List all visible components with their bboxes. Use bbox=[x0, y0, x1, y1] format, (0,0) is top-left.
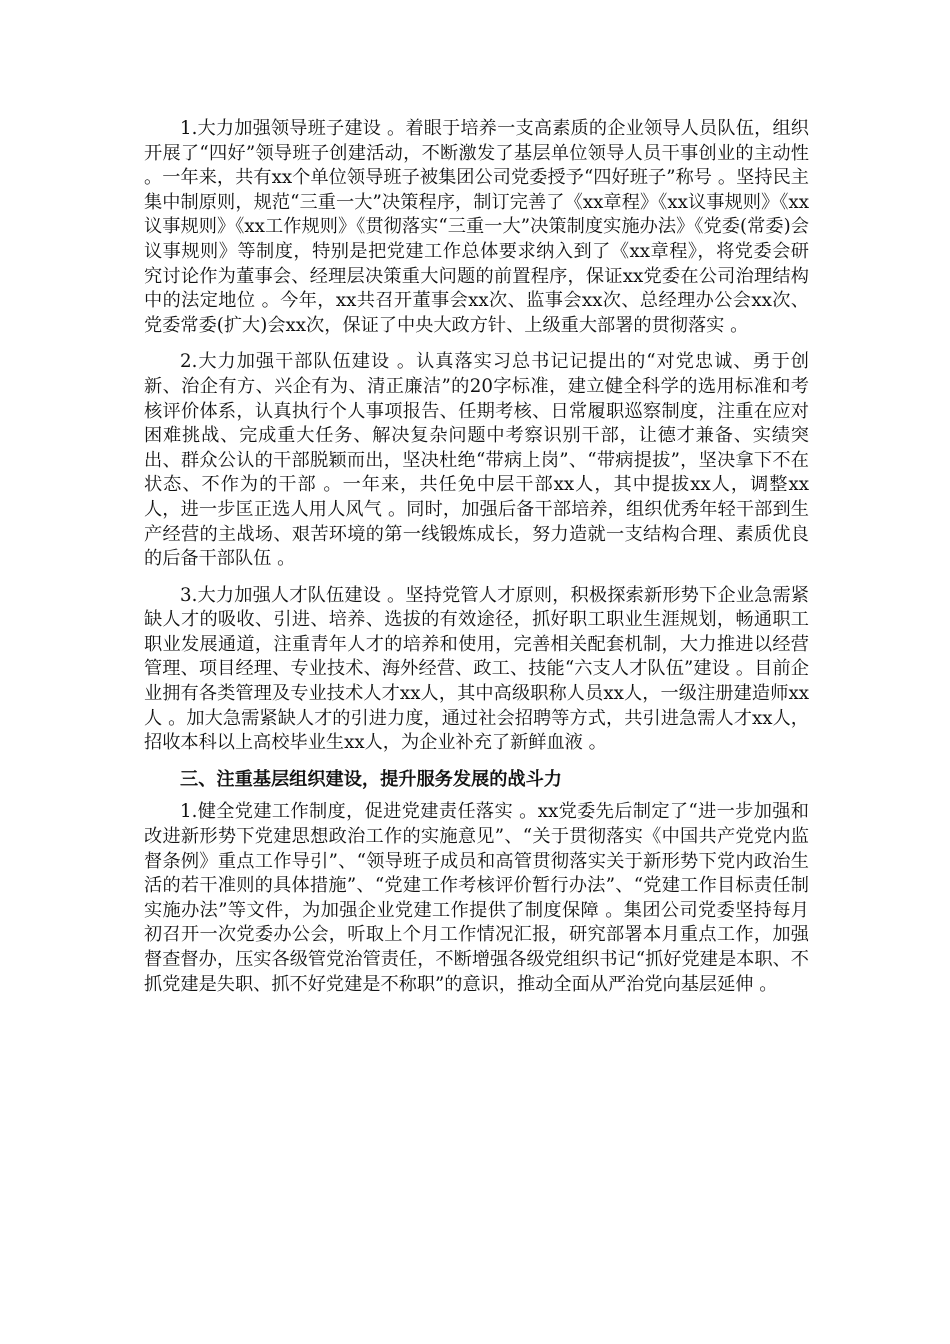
document-body bbox=[144, 117, 809, 1009]
paragraph-cadre-team: 2.大力加强干部队伍建设 。认真落实习总书记记提出的“对党忠诚、勇于创新、治企有方、兴企有为、清正廉洁”的20字标准，建立健全科学的选用标准和考核评价体系，认真执行个人事项报告、任期考核、日常履职巡察制度，注重在应对困难挑战、完成重大任务、解决复杂问题中考察识别干部，让德才兼备、实绩突出、群众公认的干部脱颖而出，坚决杜绝“带病上岗”、“带病提拔”，坚决拿下不在状态、不作为的干部 。一年来，共任免中层干部xx人，其中提拔xx人，调整xx人，进一步匡正选人用人风气 。同时，加强后备干部培养，组织优秀年轻干部到生产经营的主战场、艰苦环境的第一线锻炼成长，努力造就一支结构合理、素质优良的后备干部队伍 。 bbox=[144, 351, 809, 570]
paragraph-leadership-team: 1.大力加强领导班子建设 。着眼于培养一支高素质的企业领导人员队伍，组织开展了“四好”领导班子创建活动，不断激发了基层单位领导人员干事创业的主动性 。一年来，共有xx个单位领导班子被集团公司党委授予“四好班子”称号 。坚持民主集中制原则，规范“三重一大”决策程序，制订完善了《xx章程》《xx议事规则》《xx议事规则》《xx工作规则》《贯彻落实“三重一大”决策制度实施办法》《党委(常委)会议事规则》等制度，特别是把党建工作总体要求纳入到了《xx章程》，将党委会研究讨论作为董事会、经理层决策重大问题的前置程序，保证xx党委在公司治理结构中的法定地位 。今年，xx共召开董事会xx次、监事会xx次、总经理办公会xx次、党委常委(扩大)会xx次，保证了中央大政方针、上级重大部署的贯彻落实 。 bbox=[144, 118, 809, 336]
section-heading-grassroots: 三、注重基层组织建设，提升服务发展的战斗力 bbox=[180, 768, 562, 790]
paragraph-talent-team: 3.大力加强人才队伍建设 。坚持党管人才原则，积极探索新形势下企业急需紧缺人才的吸收、引进、培养、选拔的有效途径，抓好职工职业生涯规划，畅通职工职业发展通道，注重青年人才的培养和使用，完善相关配套机制，大力推进以经营管理、项目经理、专业技术、海外经营、政工、技能“六支人才队伍”建设 。目前企业拥有各类管理及专业技术人才xx人，其中高级职称人员xx人，一级注册建造师xx人 。加大急需紧缺人才的引进力度，通过社会招聘等方式，共引进急需人才xx人，招收本科以上高校毕业生xx人，为企业补充了新鲜血液 。 bbox=[144, 584, 809, 754]
paragraph-party-system: 1.健全党建工作制度，促进党建责任落实 。xx党委先后制定了“进一步加强和改进新形势下党建思想政治工作的实施意见”、“关于贯彻落实《中国共产党党内监督条例》重点工作导引”、“领导班子成员和高管贯彻落实关于新形势下党内政治生活的若干准则的具体措施”、“党建工作考核评价暂行办法”、“党建工作目标责任制实施办法”等文件，为加强企业党建工作提供了制度保障 。集团公司党委坚持每月初召开一次党委办公会，听取上个月工作情况汇报，研究部署本月重点工作，加强督查督办，压实各级管党治管责任，不断增强各级党组织书记“抓好党建是本职、不抓党建是失职、抓不好党建是不称职”的意识，推动全面从严治党向基层延伸 。 bbox=[144, 801, 809, 995]
